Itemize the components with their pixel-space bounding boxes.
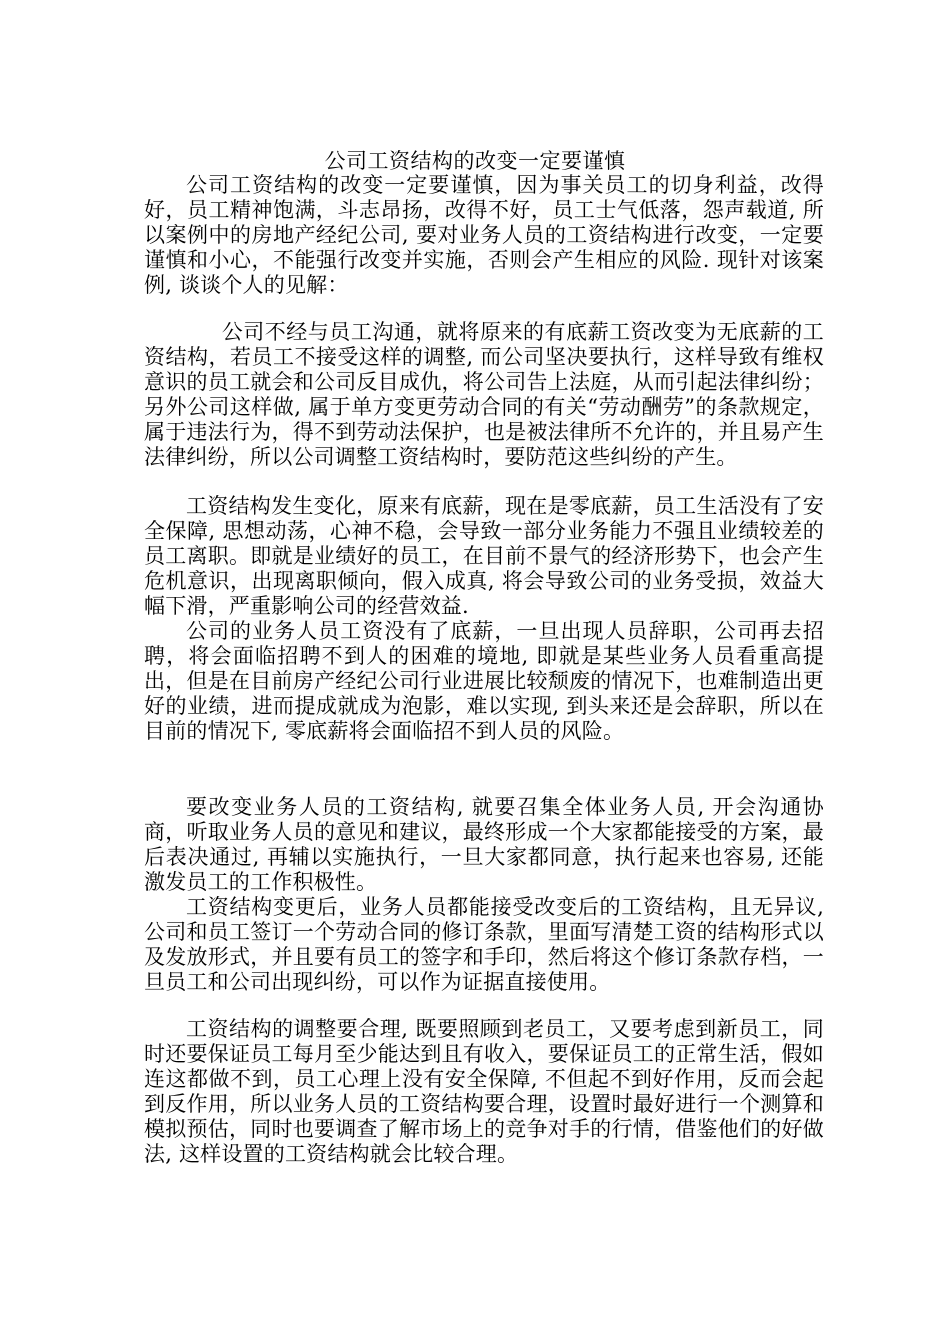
paragraph-reasonable-structure: 工资结构的调整要合理, 既要照顾到老员工，又要考虑到新员工，同时还要保证员工每月至少能达到且有收入，要保证员工的正常生活，假如连这都做不到，员工心理上没有安全保障, 不但起不到好作用，反而会起到反作用，所以业务人员的工资结构要合理，设置时最好进行一个测算和模拟预估，同时也要调查了解市场上的竞争对手的行情，借鉴他们的好做法, 这样设置的工资结构就会比较合理。 — [144, 1017, 824, 1166]
paragraph-turnover-risk: 工资结构发生变化，原来有底薪，现在是零底薪，员工生活没有了安全保障, 思想动荡，心神不稳，会导致一部分业务能力不强且业绩较差的员工离职。即就是业绩好的员工，在目前不景气的经济形势下，也会产生危机意识，出现离职倾向，假入成真, 将会导致公司的业务受损，效益大幅下滑，严重影响公司的经营效益. — [144, 494, 824, 618]
paragraph-legal-risk: 公司不经与员工沟通，就将原来的有底薪工资改变为无底薪的工资结构，若员工不接受这样的调整, 而公司坚决要执行，这样导致有维权意识的员工就会和公司反目成仇，将公司告上法庭，从而引起法律纠纷；另外公司这样做, 属于单方变更劳动合同的有关“劳动酬劳”的条款规定，属于违法行为，得不到劳动法保护，也是被法律所不允许的，并且易产生法律纠纷，所以公司调整工资结构时，要防范这些纠纷的产生。 — [144, 320, 824, 469]
paragraph-intro: 公司工资结构的改变一定要谨慎，因为事关员工的切身利益，改得好，员工精神饱满，斗志昂扬，改得不好，员工士气低落，怨声载道, 所以案例中的房地产经纪公司, 要对业务人员的工资结构进行改变，一定要谨慎和小心，不能强行改变并实施，否则会产生相应的风险. 现针对该案例, 谈谈个人的见解： — [144, 173, 824, 297]
paragraph-contract-amendment: 工资结构变更后，业务人员都能接受改变后的工资结构，且无异议, 公司和员工签订一个劳动合同的修订条款，里面写清楚工资的结构形式以及发放形式，并且要有员工的签字和手印，然后将这个修订条款存档，一旦员工和公司出现纠纷，可以作为证据直接使用。 — [144, 895, 824, 994]
paragraph-communication: 要改变业务人员的工资结构, 就要召集全体业务人员, 开会沟通协商，听取业务人员的意见和建议，最终形成一个大家都能接受的方案，最后表决通过, 再辅以实施执行，一旦大家都同意，执行起来也容易, 还能激发员工的工作积极性。 — [144, 795, 824, 894]
paragraph-recruitment-risk: 公司的业务人员工资没有了底薪，一旦出现人员辞职，公司再去招聘，将会面临招聘不到人的困难的境地, 即就是某些业务人员看重高提出，但是在目前房产经纪公司行业进展比较颓废的情况下，也难制造出更好的业绩，进而提成就成为泡影，难以实现, 到头来还是会辞职，所以在目前的情况下, 零底薪将会面临招不到人员的风险。 — [144, 619, 824, 743]
document-title: 公司工资结构的改变一定要谨慎 — [324, 149, 626, 173]
